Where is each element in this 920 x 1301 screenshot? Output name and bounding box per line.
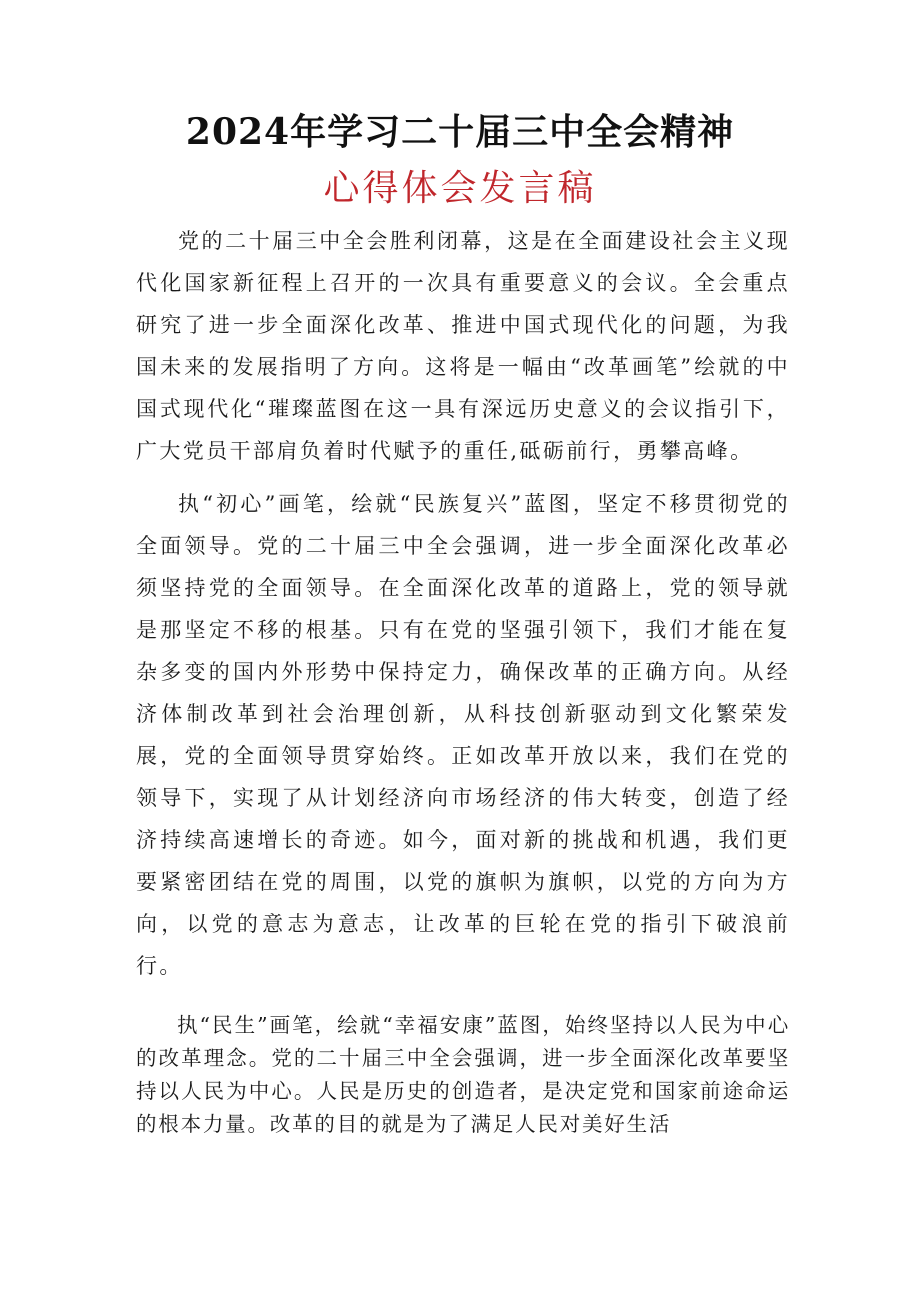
paragraph-people-centered: 执“民生”画笔，绘就“幸福安康”蓝图，始终坚持以人民为中心的改革理念。党的二十届三中全会强调，进一步全面深化改革要坚持以人民为中心。人民是历史的创造者，是决定党和国家前途命运的根本力量。改革的目的就是为了满足人民对美好生活 — [136, 1013, 790, 1136]
paragraph-intro: 党的二十届三中全会胜利闭幕，这是在全面建设社会主义现代化国家新征程上召开的一次具有重要意义的会议。全会重点研究了进一步全面深化改革、推进中国式现代化的问题，为我国未来的发展指明了方向。这将是一幅由“改革画笔”绘就的中国式现代化“璀璨蓝图在这一具有深远历史意义的会议指引下，广大党员干部肩负着时代赋予的重任,砥砺前行，勇攀高峰。 — [136, 229, 790, 463]
paragraph-party-leadership: 执“初心”画笔，绘就“民族复兴”蓝图，坚定不移贯彻党的全面领导。党的二十届三中全会强调，进一步全面深化改革必须坚持党的全面领导。在全面深化改革的道路上，党的领导就是那坚定不移的根基。只有在党的坚强引领下，我们才能在复杂多变的国内外形势中保持定力，确保改革的正确方向。从经济体制改革到社会治理创新，从科技创新驱动到文化繁荣发展，党的全面领导贯穿始终。正如改革开放以来，我们在党的领导下，实现了从计划经济向市场经济的伟大转变，创造了经济持续高速增长的奇迹。如今，面对新的挑战和机遇，我们更要紧密团结在党的周围，以党的旗帜为旗帜，以党的方向为方向，以党的意志为意志，让改革的巨轮在党的指引下破浪前行。 — [136, 492, 790, 978]
document-body — [136, 220, 790, 1141]
document-title: 2024年学习二十届三中全会精神 — [185, 111, 735, 153]
document-subtitle: 心得体会发言稿 — [323, 168, 597, 209]
